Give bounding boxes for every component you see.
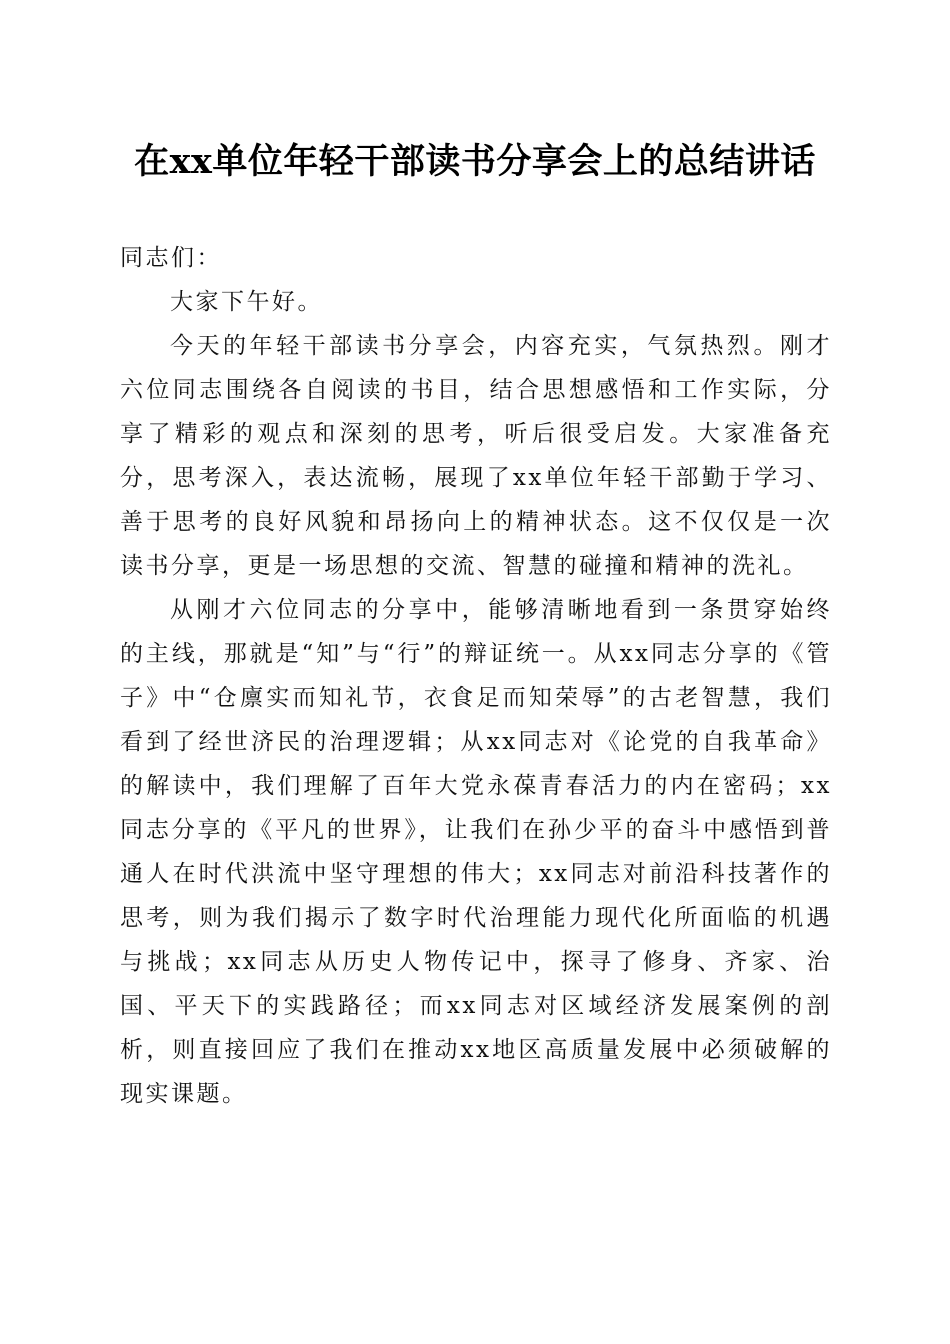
paragraph-reflection: 从刚才六位同志的分享中，能够清晰地看到一条贯穿始终的主线，那就是“知”与“行”的辩证统一。从xx同志分享的《管子》中“仓廪实而知礼节，衣食足而知荣辱”的古老智慧，我们看到了经世济民的治理逻辑；从xx同志对《论党的自我革命》的解读中，我们理解了百年大党永葆青春活力的内在密码；xx同志分享的《平凡的世界》，让我们在孙少平的奋斗中感悟到普通人在时代洪流中坚守理想的伟大；xx同志对前沿科技著作的思考，则为我们揭示了数字时代治理能力现代化所面临的机遇与挑战；xx同志从历史人物传记中，探寻了修身、齐家、治国、平天下的实践路径；而xx同志对区域经济发展案例的剖析，则直接回应了我们在推动xx地区高质量发展中必须破解的现实课题。 — [120, 597, 832, 1107]
paragraph-summary: 今天的年轻干部读书分享会，内容充实，气氛热烈。刚才六位同志围绕各自阅读的书目，结合思想感悟和工作实际，分享了精彩的观点和深刻的思考，听后很受启发。大家准备充分，思考深入，表达流畅，展现了xx单位年轻干部勤于学习、善于思考的良好风貌和昂扬向上的精神状态。这不仅仅是一次读书分享，更是一场思想的交流、智慧的碰撞和精神的洗礼。 — [120, 333, 832, 579]
paragraph-greeting: 大家下午好。 — [170, 289, 323, 315]
document-title: 在xx单位年轻干部读书分享会上的总结讲话 — [134, 141, 816, 182]
document-body — [120, 236, 832, 1116]
salutation: 同志们： — [120, 245, 222, 271]
